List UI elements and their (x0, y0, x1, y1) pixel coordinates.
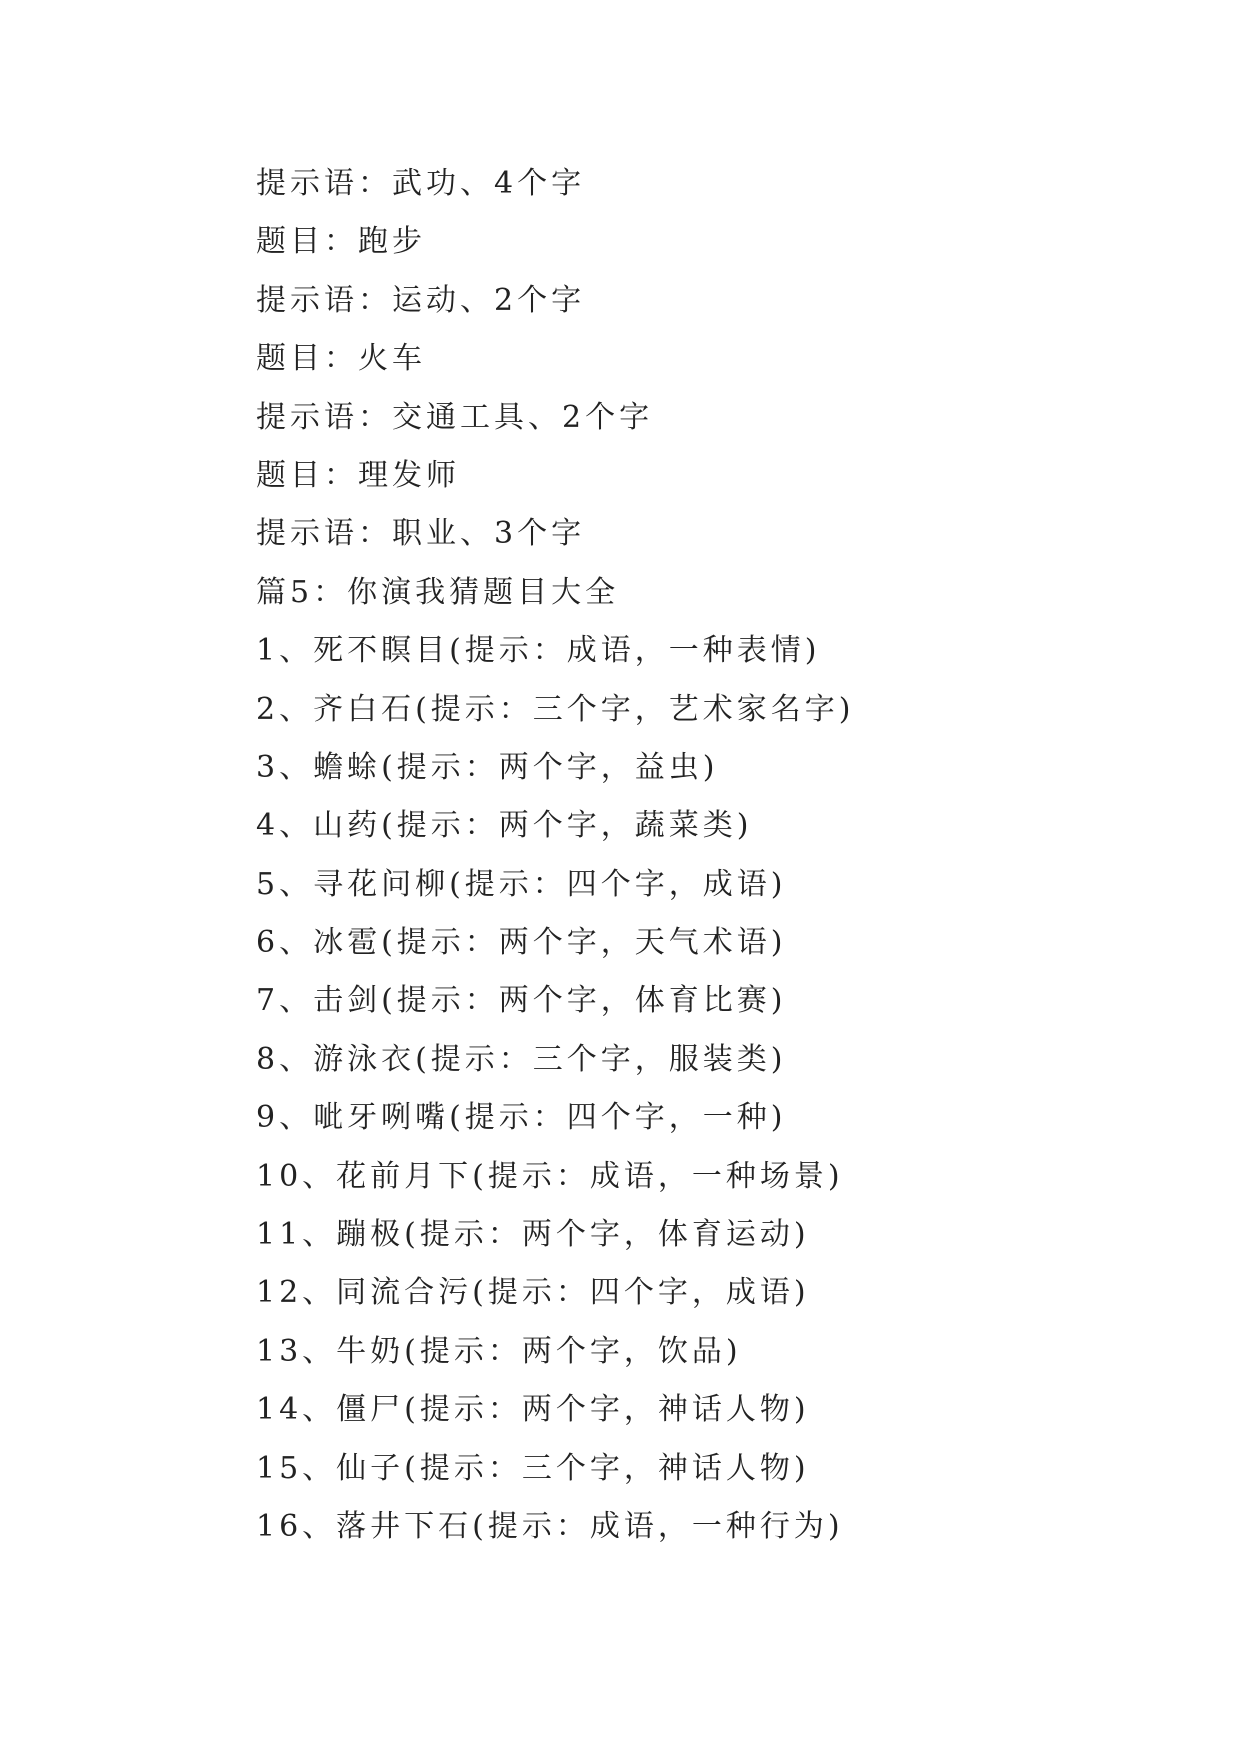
list-item: 7、击剑(提示：两个字，体育比赛) (256, 983, 787, 1019)
list-item: 15、仙子(提示：三个字，神话人物) (256, 1450, 810, 1486)
list-item: 12、同流合污(提示：四个字，成语) (256, 1275, 810, 1311)
list-item: 6、冰雹(提示：两个字，天气术语) (256, 925, 787, 961)
list-item: 1、死不瞑目(提示：成语，一种表情) (256, 633, 821, 669)
topic-line: 题目：理发师 (256, 457, 460, 493)
list-item: 8、游泳衣(提示：三个字，服装类) (256, 1041, 787, 1077)
list-item: 9、呲牙咧嘴(提示：四个字，一种) (256, 1100, 787, 1136)
hint-line: 提示语：武功、4个字 (256, 166, 586, 201)
hint-line: 提示语：职业、3个字 (256, 516, 586, 552)
topic-line: 题目：跑步 (256, 224, 426, 260)
text-body (256, 155, 1156, 1556)
topic-line: 题目：火车 (256, 341, 426, 377)
list-item: 10、花前月下(提示：成语，一种场景) (256, 1158, 844, 1194)
list-item: 4、山药(提示：两个字，蔬菜类) (256, 808, 753, 844)
section-heading: 篇5：你演我猜题目大全 (256, 574, 620, 610)
hint-line: 提示语：运动、2个字 (256, 282, 586, 318)
list-item: 11、蹦极(提示：两个字，体育运动) (256, 1217, 810, 1253)
list-item: 5、寻花问柳(提示：四个字，成语) (256, 866, 787, 902)
list-item: 13、牛奶(提示：两个字，饮品) (256, 1333, 742, 1369)
list-item: 3、蟾蜍(提示：两个字，益虫) (256, 749, 719, 785)
list-item: 16、落井下石(提示：成语，一种行为) (256, 1508, 844, 1544)
list-item: 2、齐白石(提示：三个字，艺术家名字) (256, 691, 855, 727)
list-item: 14、僵尸(提示：两个字，神话人物) (256, 1392, 810, 1428)
hint-line: 提示语：交通工具、2个字 (256, 399, 654, 435)
